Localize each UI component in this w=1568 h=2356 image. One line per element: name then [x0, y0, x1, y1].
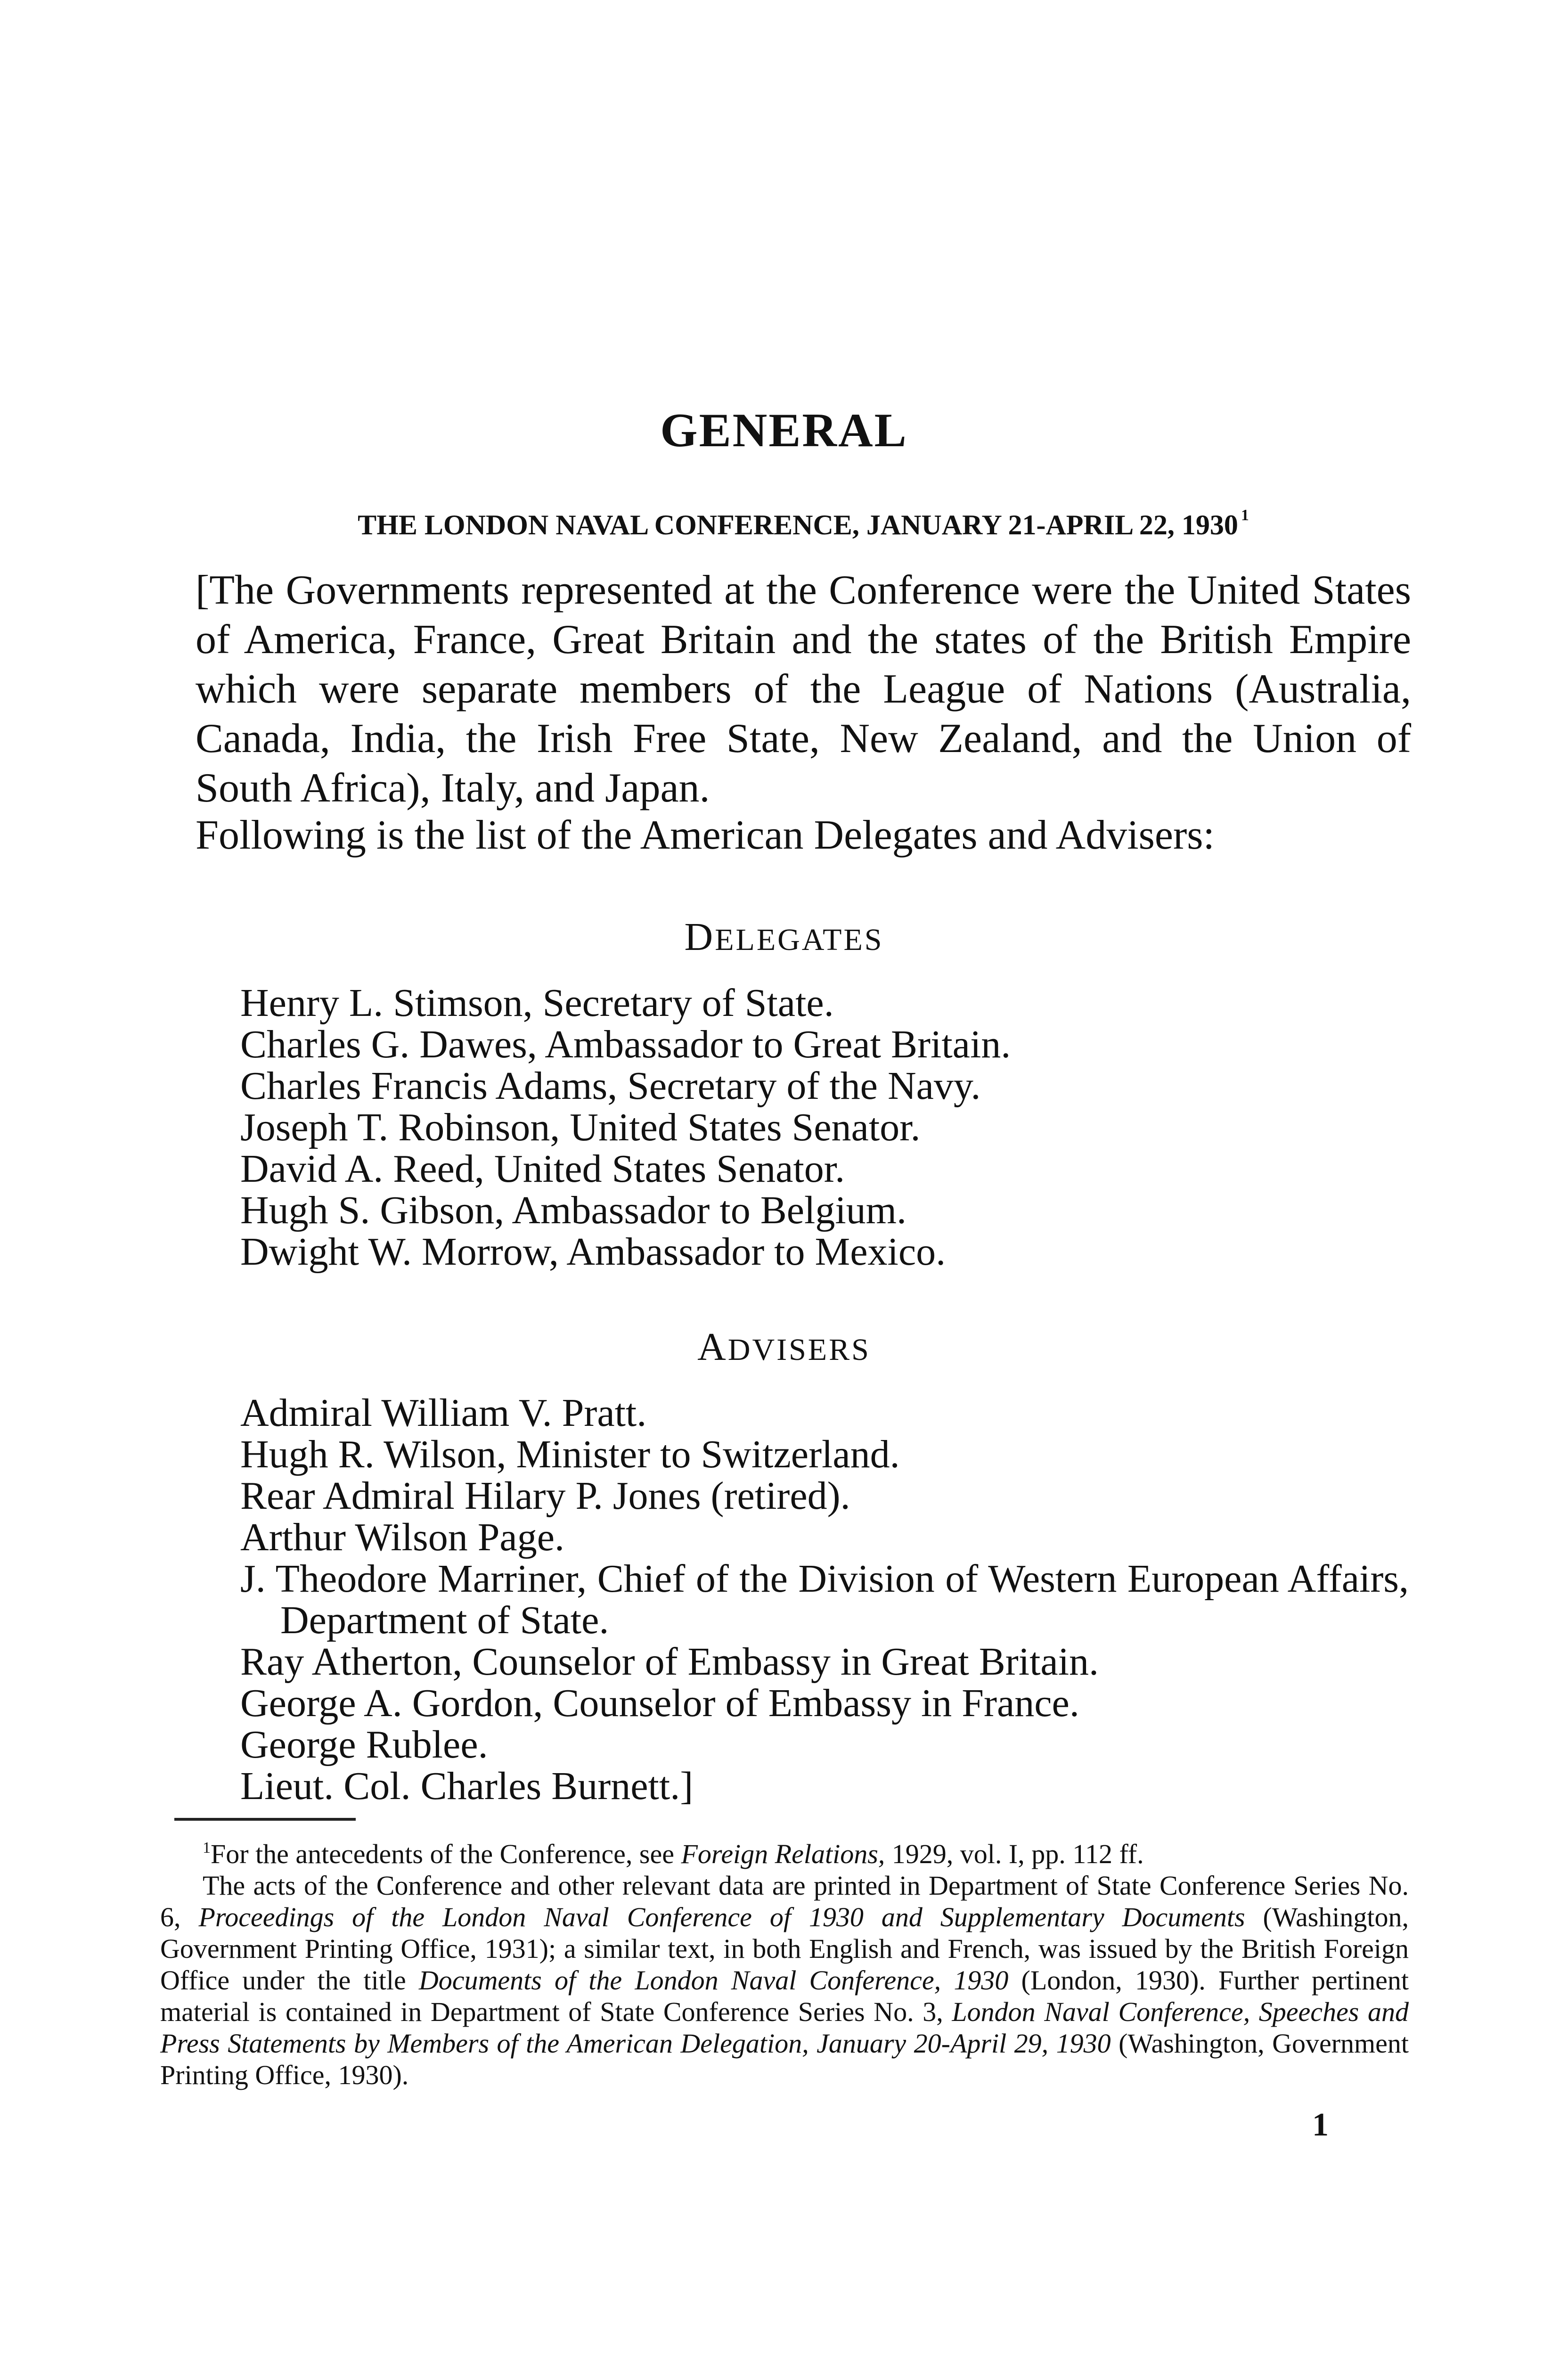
delegates-heading-initial: D — [684, 915, 715, 959]
footnote-italic: Proceedings of the London Naval Conference of 1930 and Supplementary Documents — [198, 1902, 1245, 1932]
list-item: J. Theodore Marriner, Chief of the Division of Western European Affairs, Department of State. — [240, 1557, 1409, 1642]
footnotes — [160, 1832, 1409, 2091]
list-item: Hugh S. Gibson, Ambassador to Belgium. — [240, 1188, 907, 1232]
footnote-text: For the antecedents of the Conference, see — [211, 1839, 681, 1869]
list-item: Charles G. Dawes, Ambassador to Great Britain. — [240, 1023, 1011, 1066]
list-item: Admiral William V. Pratt. — [240, 1391, 647, 1435]
list-item: David A. Reed, United States Senator. — [240, 1147, 845, 1191]
footnote-text: (Washington, Government Printing Office, 1931); a similar text, in both English and French, was issued by the British Foreign Office under the title — [160, 1902, 1409, 1996]
section-subtitle — [196, 507, 1411, 541]
delegates-heading — [0, 914, 1568, 960]
list-item: Joseph T. Robinson, United States Senator. — [240, 1105, 921, 1149]
intro-following-line: Following is the list of the American Delegates and Advisers: — [196, 812, 1215, 858]
footnote-italic: Documents of the London Naval Conference, 1930 — [418, 1965, 1009, 1996]
list-item: George A. Gordon, Counselor of Embassy in France. — [240, 1681, 1079, 1725]
list-item: Ray Atherton, Counselor of Embassy in Great Britain. — [240, 1640, 1099, 1684]
page-title: GENERAL — [660, 404, 908, 457]
footnote-1 — [160, 1832, 1409, 1870]
list-item: Rear Admiral Hilary P. Jones (retired). — [240, 1474, 850, 1518]
delegates-list — [240, 982, 1409, 1273]
footnote-text: (London, 1930). Further pertinent material is contained in Department of State Conference Series No. 3, — [160, 1965, 1409, 2027]
footnote-reference: 1 — [1241, 507, 1249, 524]
footnote-text: The acts of the Conference and other relevant data are printed in Department of State Conference Series No. 6, — [160, 1870, 1409, 1932]
delegates-heading-rest: ELEGATES — [715, 923, 884, 957]
advisers-heading-initial: A — [697, 1325, 728, 1369]
list-item: Lieut. Col. Charles Burnett.] — [240, 1764, 694, 1808]
page-number: 1 — [1312, 2107, 1329, 2143]
subtitle-text: THE LONDON NAVAL CONFERENCE, JANUARY 21-APRIL 22, 1930 — [358, 509, 1238, 540]
footnote-2 — [160, 1870, 1409, 2091]
footnote-italic: Foreign Relations, — [681, 1839, 885, 1869]
list-item: Henry L. Stimson, Secretary of State. — [240, 981, 834, 1025]
footnote-divider — [174, 1818, 356, 1821]
footnote-text: 1929, vol. I, pp. 112 ff. — [885, 1839, 1144, 1869]
advisers-heading — [0, 1324, 1568, 1370]
list-item: George Rublee. — [240, 1723, 488, 1767]
list-item: Arthur Wilson Page. — [240, 1515, 564, 1559]
footnote-text: (Washington, Government Printing Office, 1930). — [160, 2028, 1409, 2090]
footnote-italic: London Naval Conference, Speeches and Press Statements by Members of the American Delegation, January 20-April 29, 1930 — [160, 1996, 1409, 2059]
advisers-heading-rest: DVISERS — [727, 1333, 871, 1367]
intro-paragraph: [The Governments represented at the Conference were the United States of America, France, Great Britain and the states of the British Empire which were separate members of the League of Nations (Australia, Canada, India, the Irish Free State, New Zealand, and the Union of South Africa), Italy, and Japan. — [196, 567, 1411, 811]
list-item: Charles Francis Adams, Secretary of the Navy. — [240, 1064, 981, 1108]
list-item: Hugh R. Wilson, Minister to Switzerland. — [240, 1432, 900, 1476]
list-item: Dwight W. Morrow, Ambassador to Mexico. — [240, 1230, 946, 1274]
advisers-list — [240, 1392, 1409, 1807]
footnote-mark: 1 — [203, 1839, 211, 1857]
